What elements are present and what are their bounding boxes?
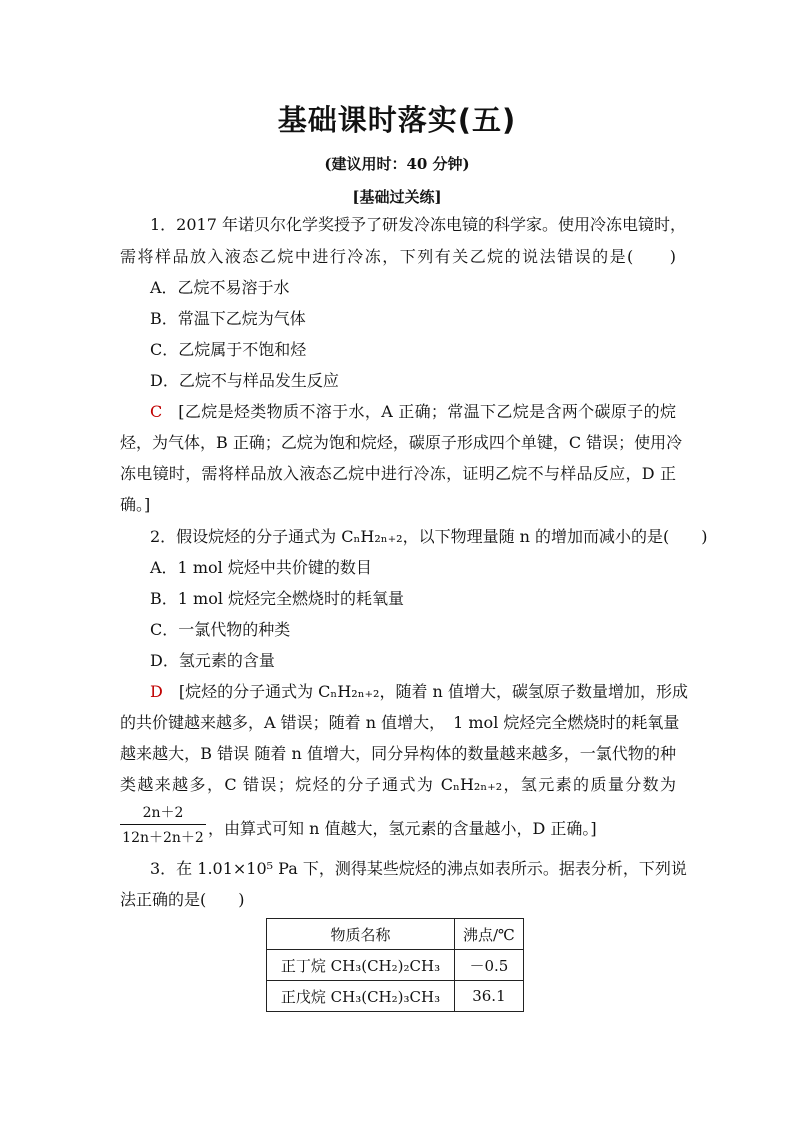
hydrogen-fraction <box>120 802 206 847</box>
q1-explanation-line4: 确。] <box>120 495 151 514</box>
q1-option-a: A．乙烷不易溶于水 <box>150 278 290 297</box>
q2-stem: 2．假设烷烃的分子通式为 CₙH₂ₙ₊₂，以下物理量随 n 的增加而减小的是( ) <box>150 527 708 546</box>
q2-explanation-line3: 越来越大，B 错误 随着 n 值增大，同分异构体的数量越来越多，一氯代物的种 <box>120 744 676 763</box>
page-title: 基础课时落实(五) <box>277 103 517 137</box>
q2-option-b: B．1 mol 烷烃完全燃烧时的耗氧量 <box>150 589 405 608</box>
table-cell: 正丁烷 CH₃(CH₂)₂CH₃ <box>267 950 455 981</box>
q2-explanation-line4: 类越来越多，C 错误；烷烃的分子通式为 CₙH₂ₙ₊₂，氢元素的质量分数为 <box>120 775 676 794</box>
q1-explanation-line2: 烃，为气体，B 正确；乙烷为饱和烷烃，碳原子形成四个单键，C 错误；使用冷 <box>120 433 683 452</box>
table-row <box>267 981 524 1012</box>
section-heading: [基础过关练] <box>352 188 442 206</box>
q2-explanation-line2: 的共价键越来越多，A 错误；随着 n 值增大， 1 mol 烷烃完全燃烧时的耗氧量 <box>120 713 680 732</box>
q1-explanation-line3: 冻电镜时，需将样品放入液态乙烷中进行冷冻，证明乙烷不与样品反应，D 正 <box>120 464 676 483</box>
boiling-point-table <box>266 918 524 1012</box>
q1-option-c: C．乙烷属于不饱和烃 <box>150 340 307 359</box>
table-header-bp: 沸点/℃ <box>455 919 524 950</box>
q1-stem-line2: 需将样品放入液态乙烷中进行冷冻，下列有关乙烷的说法错误的是( ) <box>120 247 676 266</box>
table-cell: 正戊烷 CH₃(CH₂)₃CH₃ <box>267 981 455 1012</box>
q1-option-b: B．常温下乙烷为气体 <box>150 309 306 328</box>
q3-stem-line1: 3．在 1.01×10⁵ Pa 下，测得某些烷烃的沸点如表所示。据表分析，下列说 <box>150 859 687 878</box>
table-row <box>267 950 524 981</box>
q2-explanation-line1: D [烷烃的分子通式为 CₙH₂ₙ₊₂，随着 n 值增大，碳氢原子数量增加，形成 <box>150 682 688 701</box>
table-cell: －0.5 <box>455 950 524 981</box>
table-cell: 36.1 <box>455 981 524 1012</box>
q2-explanation-line5: ，由算式可知 n 值越大，氢元素的含量越小，D 正确。] <box>208 819 597 838</box>
q1-answer: C <box>150 402 163 421</box>
fraction-denominator: 12n＋2n＋2 <box>122 830 204 846</box>
table-header-name: 物质名称 <box>267 919 455 950</box>
q2-option-a: A．1 mol 烷烃中共价键的数目 <box>150 558 372 577</box>
q1-option-d: D．乙烷不与样品发生反应 <box>150 371 339 390</box>
q3-stem-line2: 法正确的是( ) <box>120 890 245 909</box>
q2-option-d: D．氢元素的含量 <box>150 651 275 670</box>
q2-option-c: C．一氯代物的种类 <box>150 620 291 639</box>
q1-explanation-line1: C [乙烷是烃类物质不溶于水，A 正确；常温下乙烷是含两个碳原子的烷 <box>150 402 676 421</box>
fraction-numerator: 2n＋2 <box>120 802 206 825</box>
table-header-row <box>267 919 524 950</box>
q1-stem-line1: 1．2017 年诺贝尔化学奖授予了研发冷冻电镜的科学家。使用冷冻电镜时， <box>150 215 686 234</box>
time-note: (建议用时：40 分钟) <box>324 155 470 173</box>
q2-answer: D <box>150 682 163 701</box>
